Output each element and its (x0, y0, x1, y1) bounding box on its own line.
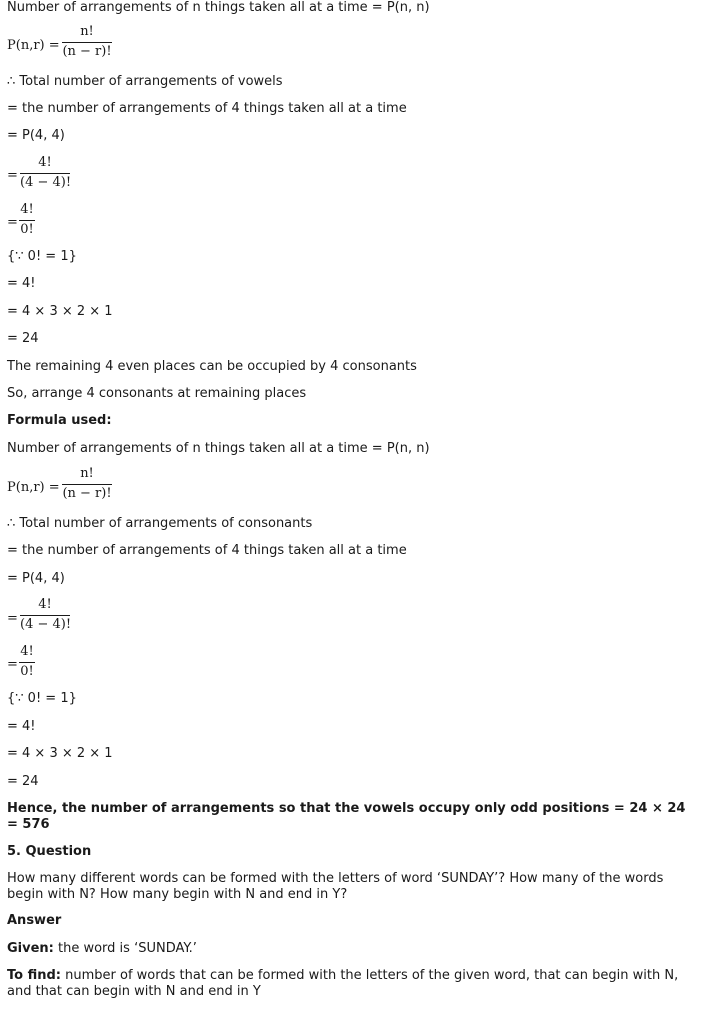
result-line: = 24 (7, 331, 39, 346)
fraction-denominator: (4 − 4)! (20, 617, 72, 632)
fraction-denominator: (4 − 4)! (20, 175, 72, 190)
step-line: = 4 × 3 × 2 × 1 (7, 304, 113, 319)
formula-lhs: P(n,r) = (7, 480, 60, 495)
to-find-label: To find: (7, 968, 61, 983)
conclusion-line: Hence, the number of arrangements so that the vowels occupy only odd positions = 24 × 24 = 576 (7, 801, 686, 832)
remaining-places-line: The remaining 4 even places can be occupied by 4 consonants (7, 359, 417, 374)
formula-used-heading: Formula used: (7, 413, 112, 428)
fraction-numerator: 4! (20, 644, 34, 659)
given-label: Given: (7, 941, 54, 956)
given-text: the word is ‘SUNDAY.’ (53, 941, 197, 956)
fraction-bar (62, 42, 112, 43)
fraction-numerator: n! (80, 24, 94, 39)
fraction-denominator: (n − r)! (62, 486, 112, 501)
since-note: {∵ 0! = 1} (7, 249, 77, 264)
equals-sign: = (7, 611, 18, 626)
step-fraction (20, 597, 70, 633)
formula-fraction (62, 24, 112, 60)
fraction-bar (19, 662, 35, 663)
step-line: = 4! (7, 276, 36, 291)
result-line: = 24 (7, 774, 39, 789)
question-heading: 5. Question (7, 844, 92, 859)
equals-sign: = (7, 657, 18, 672)
formula-text-line: Number of arrangements of n things taken all at a time = P(n, n) (7, 0, 430, 15)
fraction-bar (20, 615, 70, 616)
formula-text-line: Number of arrangements of n things taken all at a time = P(n, n) (7, 441, 430, 456)
fraction-numerator: 4! (20, 202, 34, 217)
given-line (7, 941, 197, 957)
step-line: = P(4, 4) (7, 571, 65, 586)
answer-heading: Answer (7, 913, 62, 928)
total-consonants-line: ∴ Total number of arrangements of consonants (7, 516, 313, 531)
fraction-denominator: 0! (20, 664, 34, 679)
equals-sign: = (7, 168, 18, 183)
arrange-consonants-line: So, arrange 4 consonants at remaining places (7, 386, 307, 401)
formula-lhs: P(n,r) = (7, 38, 60, 53)
step-fraction (19, 644, 35, 680)
step-fraction (20, 155, 70, 191)
to-find-line (7, 968, 693, 1000)
to-find-text: number of words that can be formed with the letters of the given word, that can begin with N, and that can begin with N and end in Y (7, 968, 679, 999)
step-fraction (19, 202, 35, 238)
fraction-denominator: (n − r)! (62, 44, 112, 59)
equals-sign: = (7, 215, 18, 230)
fraction-numerator: 4! (38, 155, 52, 170)
step-line: = P(4, 4) (7, 128, 65, 143)
since-note: {∵ 0! = 1} (7, 691, 77, 706)
step-line: = the number of arrangements of 4 things taken all at a time (7, 101, 407, 116)
fraction-bar (20, 173, 70, 174)
fraction-bar (62, 484, 112, 485)
fraction-numerator: 4! (38, 597, 52, 612)
formula-fraction (62, 466, 112, 502)
step-line: = 4! (7, 719, 36, 734)
fraction-bar (19, 220, 35, 221)
fraction-numerator: n! (80, 466, 94, 481)
question-text: How many different words can be formed with the letters of word ‘SUNDAY’? How many of the words begin with N? How many begin with N and end in Y? (7, 871, 664, 902)
fraction-denominator: 0! (20, 222, 34, 237)
step-line: = 4 × 3 × 2 × 1 (7, 746, 113, 761)
total-vowels-line: ∴ Total number of arrangements of vowels (7, 74, 283, 89)
step-line: = the number of arrangements of 4 things taken all at a time (7, 543, 407, 558)
